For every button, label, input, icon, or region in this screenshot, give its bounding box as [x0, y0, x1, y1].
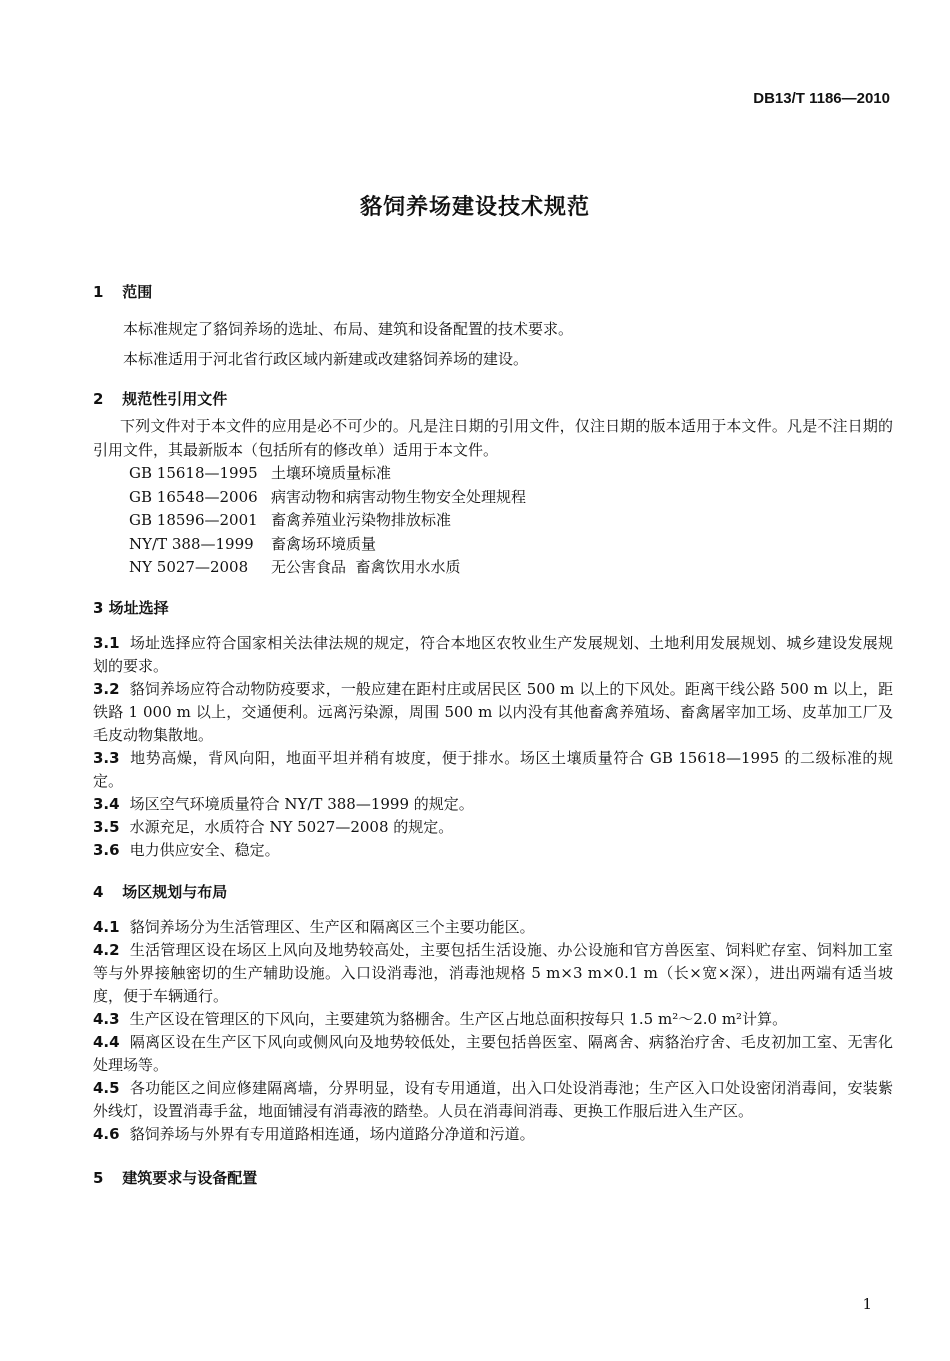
section-3-heading: 3 场址选择 [93, 598, 169, 617]
clause: 3.5 水源充足，水质符合 NY 5027—2008 的规定。 [93, 817, 454, 836]
paragraph: 本标准规定了貉饲养场的选址、布局、建筑和设备配置的技术要求。 [123, 320, 574, 338]
clause: 4.1 貉饲养场分为生活管理区、生产区和隔离区三个主要功能区。 [93, 917, 535, 936]
page-number: 1 [862, 1295, 872, 1313]
clause: 4.2 生活管理区设在场区上风向及地势较高处，主要包括生活设施、办公设施和官方兽医室、饲料贮存室、饲料加工室等与外界接触密切的生产辅助设施。入口设消毒池，消毒池规格 5 m×3 m×0.1 m（长×宽×深），进出两端有适当坡度，便于车辆通行。 [93, 940, 893, 1005]
clause: 3.4 场区空气环境质量符合 NY/T 388—1999 的规定。 [93, 794, 474, 813]
clause: 3.6 电力供应安全、稳定。 [93, 840, 280, 859]
clause: 4.6 貉饲养场与外界有专用道路相连通，场内道路分净道和污道。 [93, 1124, 535, 1143]
reference-item: GB 16548—2006 病害动物和病害动物生物安全处理规程 [129, 487, 527, 506]
document-body [93, 280, 893, 1190]
clause: 4.5 各功能区之间应修建隔离墙，分界明显，设有专用通道，出入口处设消毒池；生产区入口处设密闭消毒间，安装紫外线灯，设置消毒手盆，地面铺浸有消毒液的踏垫。人员在消毒间消毒、更换工作服后进入生产区。 [93, 1078, 893, 1120]
paragraph: 下列文件对于本文件的应用是必不可少的。凡是注日期的引用文件，仅注日期的版本适用于本文件。凡是不注日期的引用文件，其最新版本（包括所有的修改单）适用于本文件。 [93, 417, 893, 459]
reference-item: NY/T 388—1999 畜禽场环境质量 [129, 534, 377, 553]
clause: 3.3 地势高燥，背风向阳，地面平坦并稍有坡度，便于排水。场区土壤质量符合 GB 15618—1995 的二级标准的规定。 [93, 748, 893, 790]
document-code: DB13/T 1186—2010 [753, 90, 890, 107]
section-4-heading: 4 场区规划与布局 [93, 882, 228, 901]
section-1-heading: 1 范围 [93, 283, 153, 301]
clause: 3.1 场址选择应符合国家相关法律法规的规定，符合本地区农牧业生产发展规划、土地利用发展规划、城乡建设发展规划的要求。 [93, 633, 893, 675]
reference-item: GB 15618—1995 土壤环境质量标准 [129, 464, 392, 482]
paragraph: 本标准适用于河北省行政区域内新建或改建貉饲养场的建设。 [123, 349, 529, 368]
clause: 4.3 生产区设在管理区的下风向，主要建筑为貉棚舍。生产区占地总面积按每只 1.5 m²～2.0 m²计算。 [93, 1009, 788, 1028]
clause: 4.4 隔离区设在生产区下风向或侧风向及地势较低处，主要包括兽医室、隔离舍、病貉治疗舍、毛皮初加工室、无害化处理场等。 [93, 1032, 893, 1074]
section-5-heading: 5 建筑要求与设备配置 [93, 1168, 258, 1187]
reference-item: GB 18596—2001 畜禽养殖业污染物排放标准 [129, 511, 452, 529]
section-2-heading: 2 规范性引用文件 [93, 390, 228, 408]
reference-item: NY 5027—2008 无公害食品 畜禽饮用水水质 [129, 558, 461, 576]
clause: 3.2 貉饲养场应符合动物防疫要求，一般应建在距村庄或居民区 500 m 以上的下风处。距离干线公路 500 m 以上，距铁路 1 000 m 以上，交通便利。远离污染源，周围 500 m 以内没有其他畜禽养殖场、畜禽屠宰加工场、皮革加工厂及毛皮动物集散地。 [93, 679, 893, 744]
document-title: 貉饲养场建设技术规范 [359, 195, 590, 220]
